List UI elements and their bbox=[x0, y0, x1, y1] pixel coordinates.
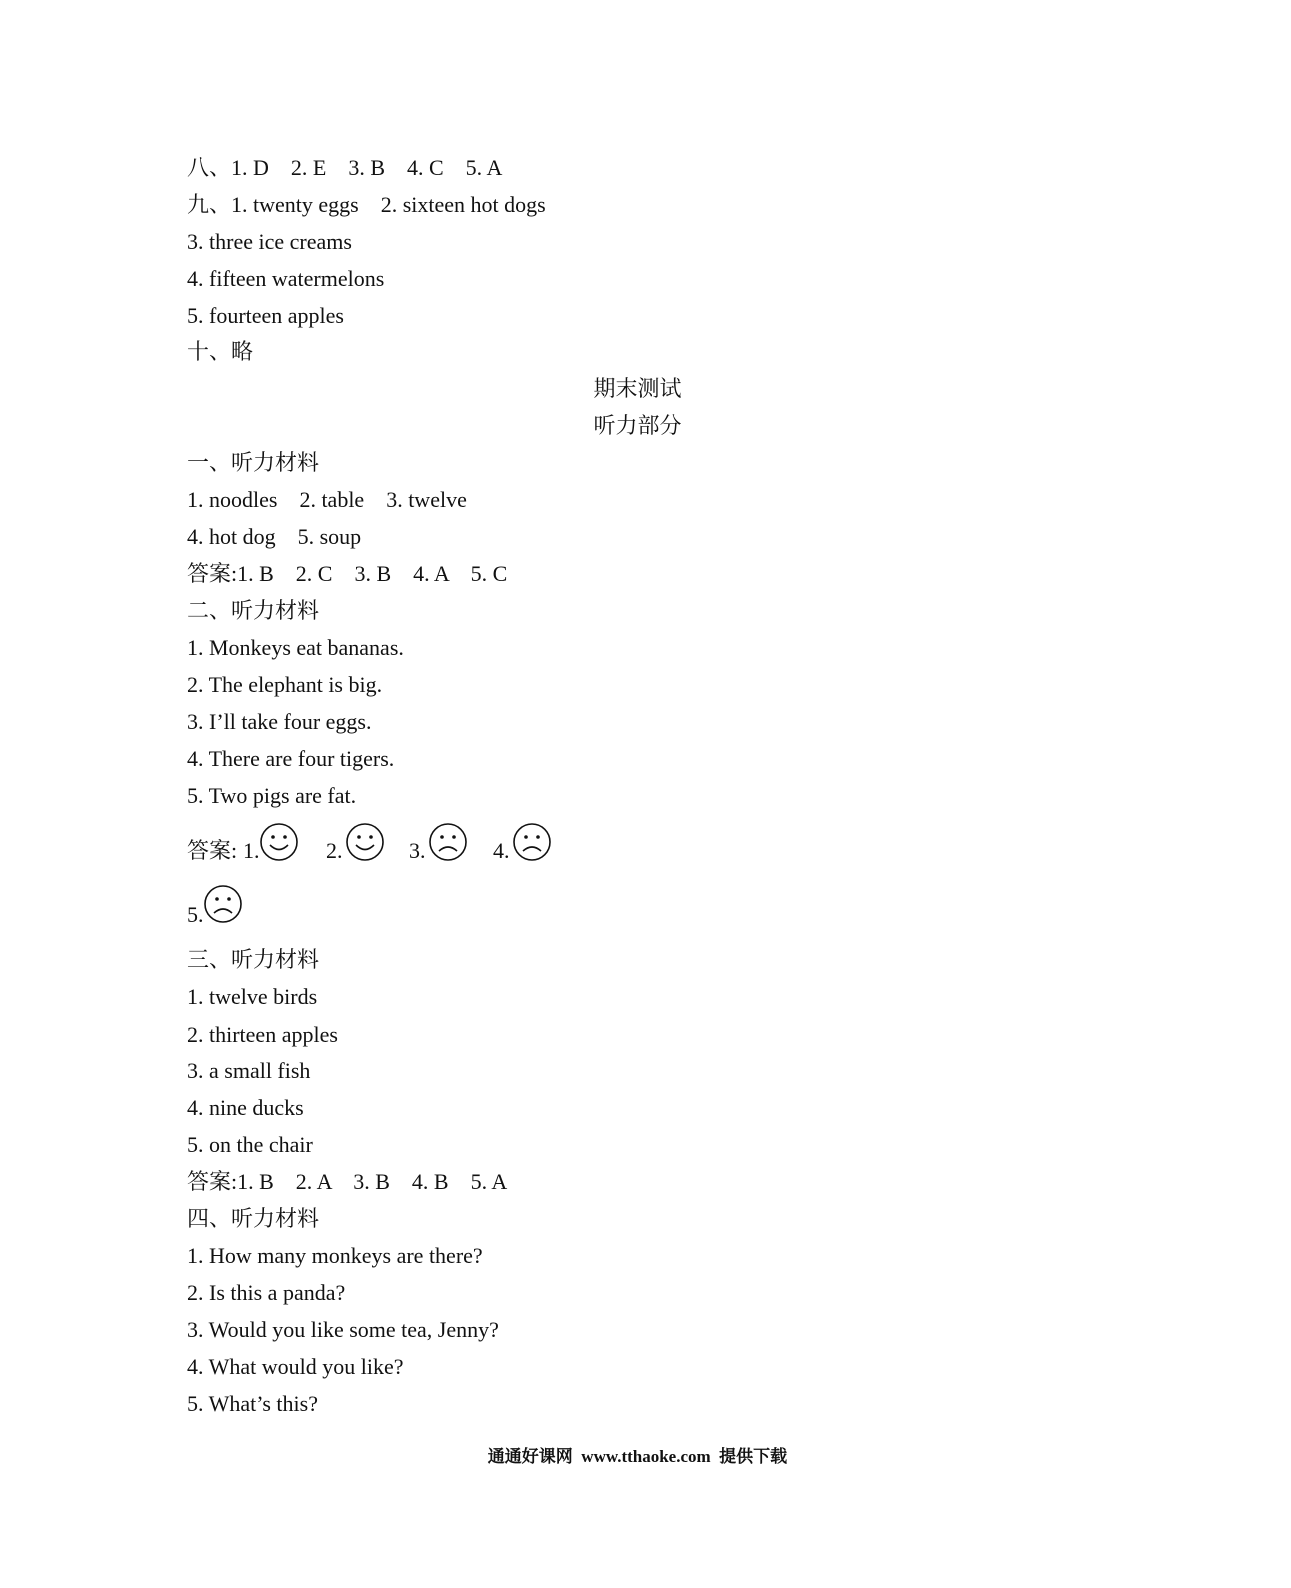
frown-face-icon bbox=[512, 822, 552, 862]
part1-heading: 一、听力材料 bbox=[187, 450, 320, 475]
answer-label: 4. bbox=[493, 838, 510, 863]
answer-line-9-5: 5. fourteen apples bbox=[187, 303, 344, 328]
answer-prefix: 答案: bbox=[187, 838, 238, 863]
answer-label: 1. bbox=[243, 838, 260, 863]
part1-item: 1. noodles 2. table 3. twelve bbox=[187, 487, 467, 512]
part2-item: 3. I’ll take four eggs. bbox=[187, 709, 372, 734]
answer-label: 3. bbox=[409, 838, 426, 863]
part3-item: 3. a small fish bbox=[187, 1058, 311, 1083]
frown-face-icon bbox=[428, 822, 468, 862]
part4-item: 2. Is this a panda? bbox=[187, 1280, 346, 1305]
part4-item: 4. What would you like? bbox=[187, 1354, 404, 1379]
answer-line-9-3: 3. three ice creams bbox=[187, 229, 352, 254]
part3-item: 4. nine ducks bbox=[187, 1095, 304, 1120]
answer-face-item bbox=[493, 820, 553, 864]
part4-item: 1. How many monkeys are there? bbox=[187, 1243, 483, 1268]
answer-face-item bbox=[409, 820, 469, 864]
part3-heading: 三、听力材料 bbox=[187, 947, 320, 972]
part4-item: 5. What’s this? bbox=[187, 1391, 318, 1416]
answer-prefix-wrap bbox=[187, 820, 247, 864]
part3-item: 1. twelve birds bbox=[187, 984, 318, 1009]
section-subtitle: 听力部分 bbox=[593, 413, 682, 438]
part3-item: 5. on the chair bbox=[187, 1132, 313, 1157]
page-footer: 通通好课网 www.tthaoke.com 提供下载 bbox=[487, 1447, 788, 1466]
answer-line-9-4: 4. fifteen watermelons bbox=[187, 266, 385, 291]
answer-face-item bbox=[326, 820, 386, 864]
answer-label: 2. bbox=[326, 838, 343, 863]
part2-answer bbox=[187, 820, 587, 864]
part4-heading: 四、听力材料 bbox=[187, 1206, 320, 1231]
part3-item: 2. thirteen apples bbox=[187, 1022, 338, 1047]
answer-line-8: 八、1. D 2. E 3. B 4. C 5. A bbox=[187, 155, 503, 180]
answer-face-item bbox=[243, 820, 303, 864]
answer-label: 5. bbox=[187, 902, 204, 927]
part2-item: 2. The elephant is big. bbox=[187, 672, 383, 697]
part2-item: 4. There are four tigers. bbox=[187, 746, 395, 771]
part2-item: 5. Two pigs are fat. bbox=[187, 783, 357, 808]
smile-face-icon bbox=[259, 822, 299, 862]
part3-answer: 答案:1. B 2. A 3. B 4. B 5. A bbox=[187, 1169, 508, 1194]
smile-face-icon bbox=[345, 822, 385, 862]
part1-answer: 答案:1. B 2. C 3. B 4. A 5. C bbox=[187, 561, 508, 586]
part4-item: 3. Would you like some tea, Jenny? bbox=[187, 1317, 499, 1342]
answer-line-10: 十、略 bbox=[187, 339, 254, 364]
answer-face-wrap bbox=[187, 884, 247, 928]
part1-item: 4. hot dog 5. soup bbox=[187, 524, 362, 549]
part2-heading: 二、听力材料 bbox=[187, 598, 320, 623]
answer-face-item bbox=[187, 884, 267, 928]
answer-line-9: 九、1. twenty eggs 2. sixteen hot dogs bbox=[187, 192, 546, 217]
frown-face-icon bbox=[203, 884, 243, 924]
part2-item: 1. Monkeys eat bananas. bbox=[187, 635, 404, 660]
section-title: 期末测试 bbox=[593, 376, 682, 401]
